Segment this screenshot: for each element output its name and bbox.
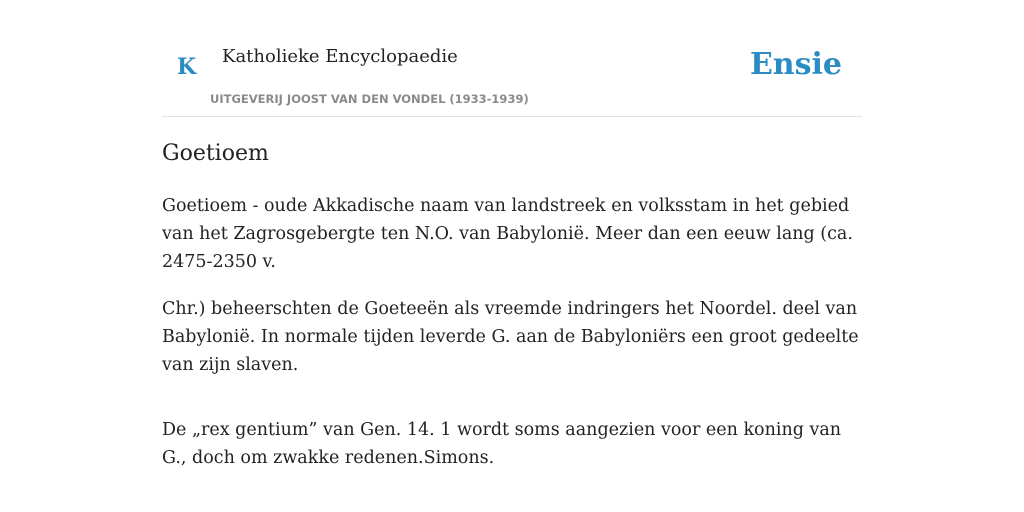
encyclopedia-logo-icon[interactable]: K [177, 54, 197, 80]
publisher-label: UITGEVERIJ JOOST VAN DEN VONDEL (1933-1939) [210, 92, 529, 106]
entry-paragraph: Goetioem - oude Akkadische naam van landstreek en volksstam in het gebied van het Zagrosgebergte ten N.O. van Babylonië. Meer dan een eeuw lang (ca. 2475-2350 v. [162, 196, 853, 272]
site-header [162, 0, 862, 117]
ensie-brand-link[interactable]: Ensie [749, 47, 842, 82]
entry-paragraph: De „rex gentium” van Gen. 14. 1 wordt soms aangezien voor een koning van G., doch om zwakke redenen.Simons. [162, 420, 842, 468]
entry-title: Goetioem [162, 141, 269, 166]
entry-paragraph: Chr.) beheerschten de Goeteeën als vreemde indringers het Noordel. deel van Babylonië. In normale tijden leverde G. aan de Babyloniërs een groot gedeelte van zijn slaven. [162, 299, 859, 375]
encyclopedia-title-link[interactable]: Katholieke Encyclopaedie [222, 46, 458, 67]
entry-content [162, 138, 862, 491]
